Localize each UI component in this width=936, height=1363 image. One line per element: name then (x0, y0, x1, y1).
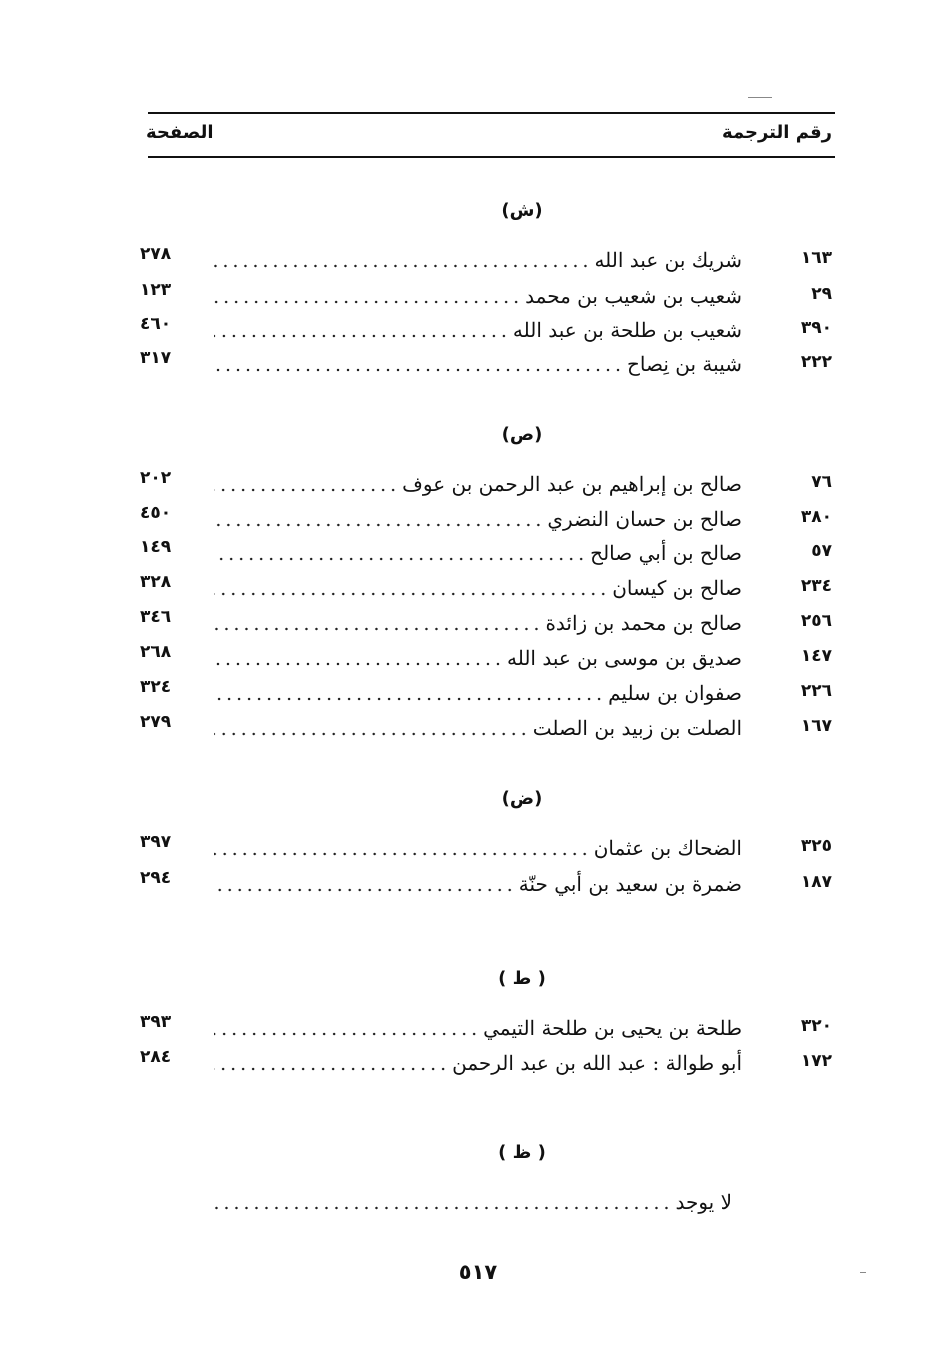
dot-leader (214, 486, 398, 494)
index-entry (140, 677, 840, 709)
person-name: صالح بن محمد بن زائدة (545, 611, 742, 635)
translation-number: ١٨٧ (800, 872, 832, 892)
scan-mark (860, 1272, 866, 1273)
person-name: صالح بن حسان النضري (547, 507, 742, 531)
person-name: شريك بن عبد الله (594, 248, 742, 272)
index-entry (140, 832, 840, 864)
page-reference: ١٢٣ (140, 280, 172, 300)
dot-leader (214, 366, 623, 374)
page-reference: ٢٦٨ (140, 642, 172, 662)
dot-leader (214, 660, 503, 668)
dot-leader (214, 695, 604, 703)
dot-leader (212, 1204, 671, 1212)
page-reference: ٣٤٦ (140, 607, 172, 627)
person-name: صالح بن أبي صالح (590, 541, 742, 565)
dot-leader (214, 730, 529, 738)
page-reference: ٤٥٠ (140, 503, 172, 523)
translation-number: ١٦٣ (800, 248, 832, 268)
index-entry (140, 468, 840, 500)
index-entry (140, 642, 840, 674)
person-name: شعيب بن طلحة بن عبد الله (512, 318, 742, 342)
person-name: شعيب بن شعيب بن محمد (525, 284, 742, 308)
dot-leader (214, 521, 543, 529)
person-name: طلحة بن يحيى بن طلحة التيمي (483, 1016, 742, 1040)
page-reference: ٤٦٠ (140, 314, 172, 334)
index-entry (140, 868, 840, 900)
person-name: صالح بن إبراهيم بن عبد الرحمن بن عوف (402, 472, 742, 496)
translation-number: ٢٢٦ (800, 681, 832, 701)
page-reference: ١٤٩ (140, 537, 172, 557)
translation-number: ٧٦ (811, 472, 832, 492)
header-top-rule (148, 112, 835, 114)
column-header-page: الصفحة (146, 122, 214, 143)
person-name: الصلت بن زبيد بن الصلت (532, 716, 742, 740)
index-entry (140, 348, 840, 380)
dot-leader (214, 262, 590, 270)
page-reference: ٣٩٣ (140, 1012, 172, 1032)
section-letter-shin: (ش) (501, 200, 543, 221)
scan-mark (748, 97, 772, 98)
translation-number: ٣٩٠ (800, 318, 832, 338)
header-bottom-rule (148, 156, 835, 158)
person-name: الضحاك بن عثمان (593, 836, 742, 860)
translation-number: ٥٧ (811, 541, 832, 561)
person-name: ضمرة بن سعيد بن أبي حنّة (518, 872, 742, 896)
person-name: صفوان بن سليم (608, 681, 742, 705)
translation-number: ٢٩ (811, 284, 832, 304)
person-name: أبو طوالة : عبد الله بن عبد الرحمن (452, 1051, 742, 1075)
index-entry (140, 537, 840, 569)
person-name: صديق بن موسى بن عبد الله (506, 646, 742, 670)
page-reference: ٢٨٤ (140, 1047, 172, 1067)
column-header-translation-number: رقم الترجمة (722, 122, 832, 143)
dot-leader (214, 625, 541, 633)
dot-leader (214, 555, 586, 563)
no-entries-line (212, 1186, 732, 1218)
translation-number: ١٦٧ (800, 716, 832, 736)
section-letter-za: ( ظ ) (498, 1142, 546, 1163)
dot-leader (214, 298, 521, 306)
translation-number: ٣٨٠ (800, 507, 832, 527)
translation-number: ١٧٢ (800, 1051, 832, 1071)
translation-number: ١٤٧ (800, 646, 832, 666)
page-reference: ٣١٧ (140, 348, 172, 368)
page-reference: ٢٧٨ (140, 244, 172, 264)
section-letter-sad: (ص) (501, 424, 543, 445)
dot-leader (214, 1030, 479, 1038)
page-reference: ٢٧٩ (140, 712, 172, 732)
dot-leader (214, 850, 590, 858)
person-name: شيبة بن نِصاح (627, 352, 742, 376)
index-entry (140, 1012, 840, 1044)
page-reference: ٣٩٧ (140, 832, 172, 852)
translation-number: ٢٥٦ (800, 611, 832, 631)
page-reference: ٣٢٤ (140, 677, 172, 697)
index-entry (140, 244, 840, 276)
translation-number: ٣٢٠ (800, 1016, 832, 1036)
no-entries-text: لا يوجد (675, 1190, 732, 1214)
index-entry (140, 712, 840, 744)
page-reference: ٢٠٢ (140, 468, 172, 488)
translation-number: ٢٣٤ (800, 576, 832, 596)
index-entry (140, 314, 840, 346)
person-name: صالح بن كيسان (612, 576, 742, 600)
index-entry (140, 607, 840, 639)
section-letter-dad: (ض) (501, 788, 543, 809)
index-entry (140, 503, 840, 535)
dot-leader (214, 1065, 448, 1073)
translation-number: ٢٢٢ (800, 352, 832, 372)
dot-leader (214, 332, 509, 340)
index-entry (140, 280, 840, 312)
section-letter-ta: ( ط ) (498, 968, 546, 989)
index-entry (140, 572, 840, 604)
page-reference: ٣٢٨ (140, 572, 172, 592)
translation-number: ٣٢٥ (800, 836, 832, 856)
page-reference: ٢٩٤ (140, 868, 172, 888)
index-entry (140, 1047, 840, 1079)
page-number: ٥١٧ (458, 1260, 498, 1284)
dot-leader (214, 590, 608, 598)
dot-leader (214, 886, 515, 894)
